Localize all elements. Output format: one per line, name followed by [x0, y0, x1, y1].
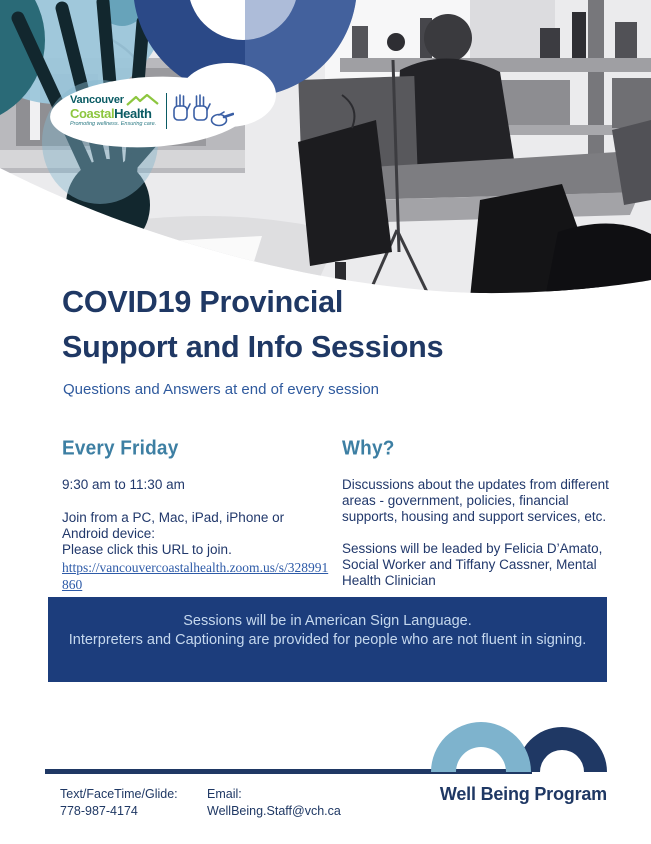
title-line-1: COVID19 Provincial	[62, 285, 344, 319]
title-line-2: Support and Info Sessions	[62, 330, 444, 364]
phone-label: Text/FaceTime/Glide:	[60, 787, 178, 801]
email-address: WellBeing.Staff@vch.ca	[207, 804, 341, 818]
join-instructions	[62, 510, 338, 558]
light-blue-arch-icon	[431, 722, 531, 772]
email-contact	[207, 786, 352, 820]
vch-word-coastal: Coastal	[70, 106, 115, 122]
join-line: Android device:	[62, 526, 156, 541]
vch-tagline: Promoting wellness. Ensuring care.	[70, 121, 157, 128]
every-friday-section	[62, 437, 338, 593]
vch-word-vancouver: Vancouver	[70, 94, 124, 107]
program-name: Well Being Program	[439, 784, 607, 804]
banner-line-2: Interpreters and Captioning are provided for people who are not fluent in signing.	[68, 631, 587, 648]
vancouver-coastal-health-logo	[70, 92, 234, 130]
why-heading: Why?	[342, 437, 395, 460]
why-paragraph-1	[342, 477, 624, 525]
why-line: supports, housing and support services, etc.	[342, 509, 607, 524]
phone-contact	[60, 786, 205, 820]
why-section	[342, 437, 624, 589]
every-friday-heading: Every Friday	[62, 437, 179, 460]
asl-banner	[48, 597, 607, 682]
mountain-icon	[126, 94, 160, 106]
header-collage-image	[0, 0, 651, 300]
logo-divider	[166, 93, 167, 129]
well-being-program-logo	[425, 716, 615, 773]
why-line: Discussions about the updates from different	[342, 477, 609, 492]
vch-word-health: Health	[114, 106, 152, 122]
why-line: Social Worker and Tiffany Cassner, Mental	[342, 557, 597, 572]
page-subtitle: Questions and Answers at end of every session	[63, 381, 380, 398]
join-line: Join from a PC, Mac, iPad, iPhone or	[62, 510, 285, 525]
join-line: Please click this URL to join.	[62, 542, 232, 557]
contact-info	[60, 786, 352, 820]
sign-language-hands-icon	[172, 92, 234, 130]
zoom-meeting-link[interactable]: https://vancouvercoastalhealth.zoom.us/s/328991860	[62, 560, 329, 592]
session-time: 9:30 am to 11:30 am	[62, 477, 185, 492]
email-label: Email:	[207, 787, 242, 801]
why-line: Sessions will be leaded by Felicia D’Amato,	[342, 541, 603, 556]
why-line: areas - government, policies, financial	[342, 493, 569, 508]
phone-number: 778-987-4174	[60, 804, 138, 818]
page-title	[62, 280, 582, 370]
why-line: Health Clinician	[342, 573, 436, 588]
banner-line-1: Sessions will be in American Sign Language.	[183, 613, 472, 629]
why-paragraph-2	[342, 541, 624, 589]
vch-logo-text	[70, 94, 160, 128]
office-photo	[0, 0, 651, 300]
